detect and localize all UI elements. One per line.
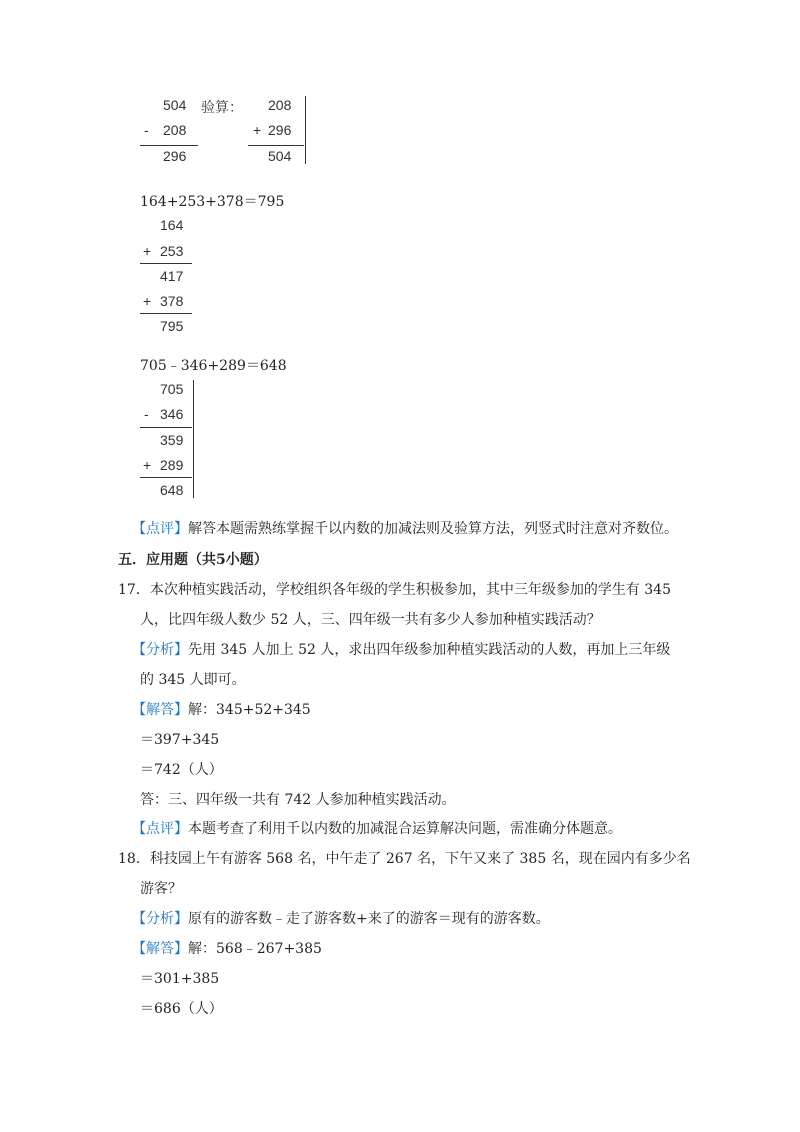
calc-vertical-rule bbox=[193, 380, 194, 498]
subtrahend: 208 bbox=[163, 122, 187, 138]
analysis-text: 原有的游客数﹣走了游客数+来了的游客＝现有的游客数。 bbox=[188, 911, 550, 927]
comment-text: 解答本题需熟练掌握千以内数的加减法则及验算方法，列竖式时注意对齐数位。 bbox=[188, 521, 678, 537]
answer-step: ＝301+385 bbox=[140, 971, 220, 987]
minus-operator: - bbox=[144, 406, 149, 422]
answer-18 bbox=[132, 938, 322, 958]
question-number: 18． bbox=[118, 851, 150, 867]
analysis-tag: 【分析】 bbox=[132, 911, 188, 927]
equation-2: 164+253+378＝795 bbox=[140, 194, 285, 210]
calc-row: 417 bbox=[160, 268, 184, 284]
calc-row: 378 bbox=[160, 293, 184, 309]
calc-row: 164 bbox=[160, 217, 184, 233]
question-text: 本次种植实践活动，学校组织各年级的学生积极参加，其中三年级参加的学生有 345 bbox=[149, 582, 671, 598]
verify-second: 296 bbox=[268, 122, 292, 138]
calc-rule bbox=[140, 145, 198, 146]
equation-3: 705﹣346+289＝648 bbox=[140, 358, 287, 374]
minuend: 504 bbox=[163, 97, 187, 113]
answer-conclusion: 答：三、四年级一共有 742 人参加种植实践活动。 bbox=[140, 792, 456, 808]
section-title: 五．应用题（共5小题） bbox=[118, 552, 268, 568]
comment-tag: 【点评】 bbox=[132, 821, 188, 837]
minus-operator: - bbox=[144, 122, 149, 138]
calc-vertical-rule bbox=[305, 96, 306, 164]
analysis-18 bbox=[132, 908, 550, 928]
answer-17 bbox=[132, 699, 311, 719]
question-number: 17． bbox=[118, 582, 150, 598]
comment-text: 本题考查了利用千以内数的加减混合运算解决问题，需准确分体题意。 bbox=[188, 821, 622, 837]
verify-top: 208 bbox=[268, 97, 292, 113]
calc-row: 346 bbox=[160, 406, 184, 422]
calc-row: 648 bbox=[160, 482, 184, 498]
calc-row: 289 bbox=[160, 457, 184, 473]
analysis-text-line: 的 345 人即可。 bbox=[140, 672, 246, 688]
question-17 bbox=[118, 579, 671, 599]
plus-operator: + bbox=[143, 457, 152, 473]
question-text: 科技园上午有游客 568 名，中午走了 267 名，下午又来了 385 名，现在园内有多少名 bbox=[149, 851, 691, 867]
calc-row: 795 bbox=[160, 318, 184, 334]
question-18 bbox=[118, 848, 691, 868]
answer-step: ＝742（人） bbox=[140, 762, 223, 778]
calc-rule bbox=[140, 477, 192, 478]
answer-step: ＝686（人） bbox=[140, 1001, 223, 1017]
question-text-line: 游客？ bbox=[140, 881, 182, 897]
question-text-line: 人，比四年级人数少 52 人，三、四年级一共有多少人参加种植实践活动？ bbox=[140, 612, 601, 628]
verify-label: 验算： bbox=[201, 99, 243, 115]
calc-rule bbox=[248, 145, 304, 146]
answer-tag: 【解答】 bbox=[132, 702, 188, 718]
analysis-text: 先用 345 人加上 52 人，求出四年级参加种植实践活动的人数，再加上三年级 bbox=[188, 642, 671, 658]
calc-row: 359 bbox=[160, 432, 184, 448]
comment-16 bbox=[132, 518, 678, 538]
verify-result: 504 bbox=[268, 148, 292, 164]
calc-row: 253 bbox=[160, 243, 184, 259]
plus-operator: + bbox=[253, 122, 262, 138]
comment-17 bbox=[132, 818, 622, 838]
analysis-tag: 【分析】 bbox=[132, 642, 188, 658]
plus-operator: + bbox=[143, 293, 152, 309]
plus-operator: + bbox=[143, 243, 152, 259]
answer-step: ＝397+345 bbox=[140, 732, 220, 748]
calc-rule bbox=[140, 313, 192, 314]
calc-rule bbox=[140, 263, 192, 264]
analysis-17 bbox=[132, 639, 670, 659]
answer-text: 解：345+52+345 bbox=[188, 702, 311, 718]
calc-row: 705 bbox=[160, 381, 184, 397]
difference: 296 bbox=[163, 148, 187, 164]
comment-tag: 【点评】 bbox=[132, 521, 188, 537]
calc-rule bbox=[140, 427, 192, 428]
answer-text: 解：568﹣267+385 bbox=[188, 941, 322, 957]
answer-tag: 【解答】 bbox=[132, 941, 188, 957]
